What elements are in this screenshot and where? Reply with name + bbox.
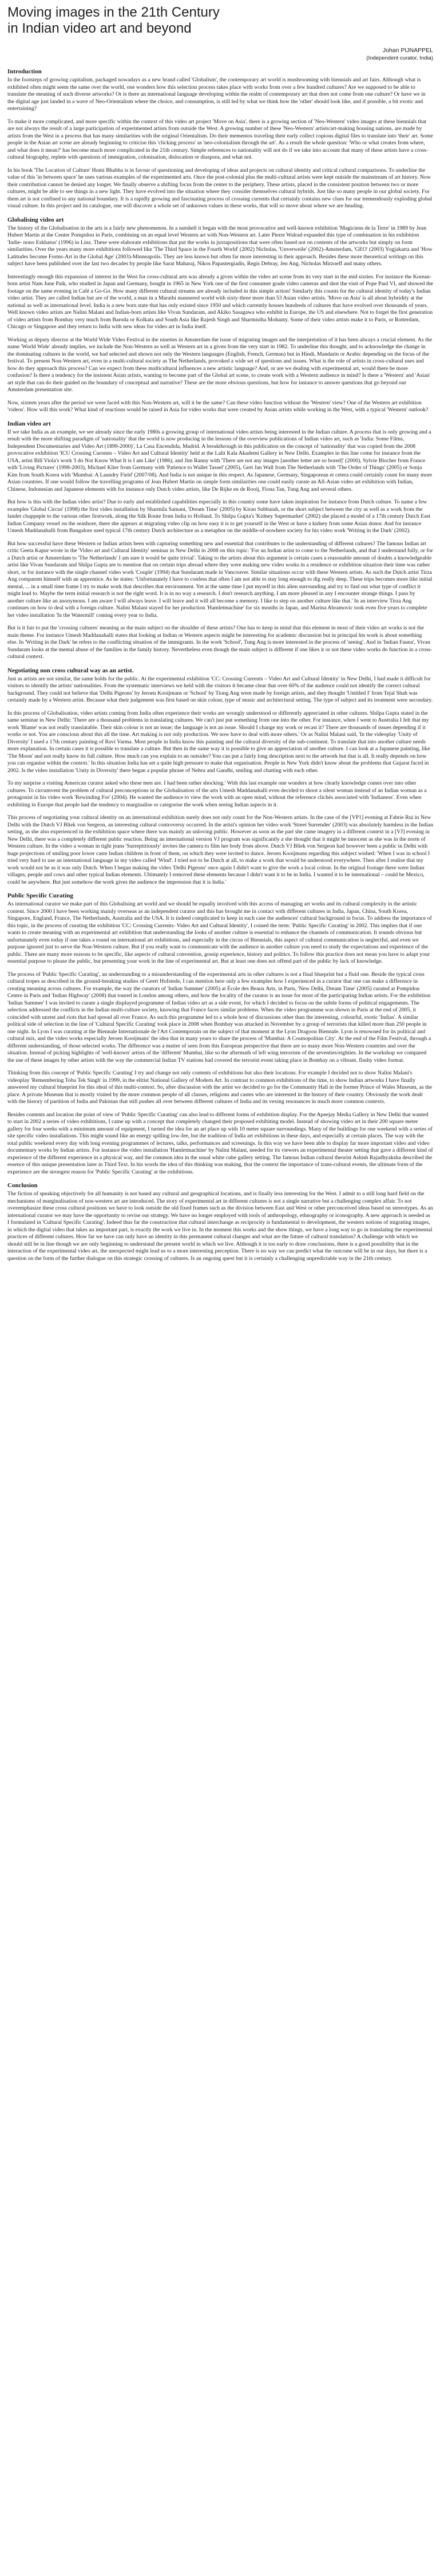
body-paragraph: In this process of Globalisation, video artists coming from India often experience their works are wrongly understood or differently appreciated in other cultures. Shilpa Gupta stated in the same seminar in New Delhi: 'There are a thousand problems in translating cultures. We can't just put something from one into the other. For instance, when I went to Australia I felt that my work 'Blame' was not really translatable. Their skin colour is not an issue; the language is not an issue. Should I change my work or recast it? There are thousands of issues depending if it works or not. You are conscious about this all the time. Art making is not only production. We now have to deal with more others.' Or as Nalini Malani said, 'In the videoplay 'Unity of Diversity' I used a 17th century painting of Ravi Varma. Most people in India know this painting and the cultural diversity of the sub-continent. To translate that into another culture needs more explanation. In certain cases it is possible to translate a culture. But then in the same way it is possible to give an appreciation of another culture. I can look at a Japanese painting, like 'The Moon' and not really know its full culture. How much can you explain to an outsider? You can put a fairly long description next to the artwork but that is all. It really depends on how you can organise within the context.' In this situation India has set a quite high pressure to make that organisation. People in New York didn't know about the problems that Gujarat faced in 2002. Is the video installation 'Unity in Diversity' there began a popular phrase of Nehru and Gandhi, smiling and chatting with each other. <box>7 710 430 774</box>
section <box>7 216 433 331</box>
body-paragraph: Interestingly enough this expansion of interest in the West for cross-cultural arts was already a given within the video art scene from its very start in the mid sixties. For instance the Korean-born artist Nam June Paik, who studied in Japan and Germany, bought in 1965 in New York one of the first consumer grade video cameras and shot the visit of Pope Paul VI, and showed the footage on the same evening in Café a Go-Go. How many different cultural streams are already included in this simple action! Similarly this counts for the cultural identity of today's Indian video artist. They are called Indian but are of the world, a man in a Marathi mannered world with sixty-three more than 53 Asian video artists. 'Move on Asia' is all about hybridity at the national as well as international level. India is a new born state that has only existed since 1950 and which currently houses hundreds of cultures that have evolved over thousands of years. Well known video artists are Nalini Malani and Indian-born artists like Vivan Sundaram, and Akiko Sasagawa who exhibit in Europe, the US and elsewhere. Not to forget the first generation of video artists from Bombay very much from Baroda or Kolkata and South Asia like Rajesh Singh and Sharmistha Mohanty. Some of their video artists make it to Paris, or Rotterdam, Chicago or Singapore and they return to India with new ideas for video art in India itself. <box>7 273 433 330</box>
section-heading: Indian video art <box>7 420 51 427</box>
document-title-line-1: Moving images in the 21th Century <box>7 5 220 20</box>
body-paragraph: As international curator we make part of this Globalising art world and we should be equally involved with this access of managing art works and its cultural complexity in the artistic content. Since 2000 I have been working mainly overseas as an independent curator and this has brought me in contact with different cultures in India, Japan, China, South Korea, Singapore, England, France, The Netherlands, Australia and the USA. It is indeed complicated to keep in each case the audiences' cultural background in focus. To address the importance of this topic, in the process of curating the exhibition 'CC: Crossing Currents- Video Art and Cultural Identity', I coined the term: 'Public Specific Curating' in 2002. This implies that if one wants to create meaning with an experimental art exhibition that understanding the looks of another culture is essential to enhance the channels of communication. It sounds obvious but unfortunately even today if one takes a round on international art exhibitions, and especially in the circus of Biennials, this aspect of cultural communication is neglectful, and even we purpose ignored just to serve the Non-Western culture. But if you really want to communicate with the audience in another culture you need to study the expectations and experience of the public. There are many more reasons to be specific, like aspects of cultural convention, gossip experience, history and politics. To follow this practice does not mean you have to adapt your essential purpose to please the public, but presenting your work in the line of experimental art. But at least one does not offend part of the public by lack of knowledge. <box>7 901 432 964</box>
section-heading: Globalising video art <box>7 216 64 223</box>
article-body <box>7 68 433 1262</box>
body-paragraph: To make it more complicated, and more specific within the context of this video art project 'Move on Asia', there is a growing section of 'Neo-Western' video images at these biennials that are not always the result of a large participation of experimented artists from outside the West. A growing number of these 'Neo-Western' artists/art-making housing nations, are made by artists from the West in a process that has many similarities with the original Orientalism. Do their mementos traveling their early collect copious digital files to translate into 'their' art. Some people in the Asian art scene are already beginning to criticise this 'clicking process' as 'neo-colonialism through the art'. As a result the whole question: 'Who or what creates from where, and what does it mean?' has become much more complicated in the 21th century. Simple references to nationality will not do if we take into account that many of these artists have a cross-cultural biography, replete with questions of immigration, colonisation, dislocation or diaspora, and what not. <box>7 118 433 160</box>
body-paragraph: But is it fair to put the 'crossing cultures' meaning as the main subject on the shoulder of these artists? One has to keep in mind that this element in most of their video art works is not the main theme. For instance Umesh Maddanahalli states that looking at Indian or Western aspects might be interesting for academic discussion but in principal his work is about something else. In 'Writing in the Dark' he refers to the conflicting situation of the immigrants. In the work 'School', Tung Ang is more interested in the process of 'seeing'. And in 'Indian Fauna', Vivan Sundaram looks at the mental abuse of the families in the family history. Nevertheless even though the main subject is different if one likes it or not these video works do function in a cross-cultural context. <box>7 625 433 660</box>
section <box>7 337 433 414</box>
document-title-line-2: in Indian video art and beyond <box>7 21 192 36</box>
body-paragraph: In his book 'The Location of Culture' Homi Bhabha is in favour of questioning and developing of ideas and projects on cultural identity and critical cultural comparisons. To underline the value of this 'in between space' he uses various examples of the experimented arts. Once the post-colonial plus the multi-cultural artists were kept outside the mainstream of art history. Now their contribution cannot be denied any longer. We finally observe a shifting focus from the center to the periphery. These artists, placed in the consistent position between two or more cultures, might be able to see things in a new light. They have evolved into the situation where they consider themselves cultural hybrids. Just like so many people in our global society. For them art is not confined to any national boundary. It is a rapidly growing and fascinating process of crossing currents that certainly contains new clues for our tremendously exploding global visual culture. In this project and its catalogue, one will discover a whole set of unknown values in these works, that will so move about where we are heading. <box>7 167 433 209</box>
document-title <box>7 5 433 37</box>
body-paragraph: In the footsteps of growing capitalism, packaged nowadays as a new brand called 'Globalism', the contemporary art world is mushrooming with biennials and art fairs. Although what is exhibited often might seem the same over the world, one wonders how this selection process takes place with works from over a few hundred cultures? Are we supposed to be able to translate the meaning of such diverse artworks? Or is there an international language developing within the realm of contemporary art that does not come from one culture? Or have we in the digital age just landed in a wave of Neo-Orientalism where the choice, and consumption, is still led by what we think how the 'other' should look like, and if possible, a bit exotic and entertaining? <box>7 77 426 112</box>
section-heading: Public Specific Curating <box>7 892 73 899</box>
section-heading: Conclusion <box>7 1182 38 1189</box>
body-paragraph: The fiction of speaking objectively for all humanity is not based any cultural and geographical locations, and is finally less interesting for the West. I admit to a still long hard field on the mechanisms of marginalisation of non-western art are introduced. The story of experimental art in different cultures is not a single narrative but a challenging complex affair. To not overemphasize these cross cultural positions we have to look outside the old fixed frames such as the division between East and West or other preconceived ideas based on stereotypes. As an international curator we may have the opportunity to revise our strategy. We have no longer employed with tools of anthropology, ethnography or iconography. A new approach is needed as I formulated in 'Cultural Specific Curating'. Indeed thus far the construction that cultural interchange as reciprocity is fundamental to development, the western notions of migrating images, in which the digital video that takes an important part, is exactly the work we live in. In the moment this works and the show things, we have a long way to go in translating the experimental practices of different cultures. How far we have can only have an identity in this permanent cultural changes and what are the future of cultural translation? A challenge with which we should still be in line though we are only beginning to understand the present world in which we live. Although it is too early to draw conclusions, there is a good possibility that in the interaction of the experimental video art, the unexpected might lead us to a more interesting perception. There is no way we can predict what the outcome will be in our days, but there is a question on the form of the further dialogue on this strategic crossing of cultures. Is an ongoing quest but it is certainly a challenging unpredictable way in the 21th century. <box>7 1191 433 1262</box>
section-heading: Negotiating non cross cultural way as an artist. <box>7 667 134 674</box>
section <box>7 68 433 210</box>
section <box>7 667 433 887</box>
body-paragraph: This process of negotiating your cultural identity on an international exhibition surely does not only count for the Non-Western artists. In the case of the [VP1] evening at Fabrie Rui in New Delhi with the Dutch VJ Bliek von Sergeon, an interesting cultural controversy occurred. In the artist's opinion her video work 'Street Surrender' (2003) was absolutely harmless in the Indian setting, as she also experienced in the exhibition space where there was mainly an unloving public. However as soon as the part she came imagery in a different context in a [VJ] evening in New Delhi, there was a completely different public reaction. Being an international version VJ program was significantly a she thought that it might be innocent as she was in the norm of Western culture. In the video a woman in tight jeans 'Surreptitiously' invites the camera to film her body from above. Dutch VJ Bliek von Sergeon had however been a public in Delhi with huge projections of smiling poor lower caste Indian children in front of them, on which they were invited to dance. Jeroen Kooijmans regarding this subject wished: 'When I was in school I tried very hard to use an international language in my video called 'Wind'. I tried not to be Dutch at all, to make a work that would be understood everywhere. Then after I realise that my work would not be as it was only Dutch. When I began making the video 'Delhi Pigeons' once again I didn't want to give the work a local colour. In the original footage there were Indian villages, people and cows and other typical Indian elements. Ultimately I removed these elements because I didn't want it to be in India. I wanted it to be international – could be Mexico, could be anywhere. But just somehow the work gives the audience the impression that it is India.' <box>7 814 433 885</box>
author-block <box>7 47 433 62</box>
section-heading: Introduction <box>7 68 42 75</box>
body-paragraph: The process of 'Public Specific Curating', an understanding or a misunderstanding of the experimental arts in other cultures is not a final blueprint but a fluid one. Beside the typical cross cultural tropes as described in the ground-breaking studies of Geert Hofstede, I can mention here only a few examples how I experienced in a curator that one can make a difference in creating meaning across cultures. For example, the way the curators of 'Indian Summer' (2005) at École des Beaux Arts, in Paris, 'New Delhi, Dream Time' (2005) curated at Pompidou Centre in Paris and 'Indian Highway' (2008) that toured in London among others, and how the locality of the curator is an issue for most of the participating Indian artists. For the exhibition 'Indian Summer' I was invited to curate a single displayed programme of Indian video art as a side event, for which I decided to focus on the subtle forms of political engagements. The selection addressed the conflicts in the Indian multi-culture society, knowing that France faces similar problems. When the video programme was shown in Paris at the end of 2005, it coincided with unrest and riots that had spread all over France. As such this programme led to a whole host of discussions other than the interesting, colourful, exotic 'Indias'. A similar political side of selection in the line of 'Cultural Specific Curating' took place in 2008 when Bombay was attacked in November by a group of terrorists that killed more than 250 people in one night. In Lyon I was curating at the Biennale Internationale de l'Art Contemporain on the subject of that moment at the Lyon Dragoon Biennale. Lyon is renowned for its political and cultural mix, and the video works especially Jeroen Kooijmans' the idea that in many years to share the process of 'Mumbai: A Cosmopolitan City'. At the end of the Film Festival, through a different understanding, of those selected works. The difference was a matter of seen from this European perspective that there are so many more Non-Western countries and over the situation. Instead of picking highlights of 'well-known' artists of the 'different' Mumbai, like so the aftermath of left wing terrorism of the seventies/eighties. In the workshop we compared the use of these images by other artists with the way the commercial Indian TV stations had covered the terrorist event taking place in Bombay on a vibrant, flashy video format. <box>7 971 431 1064</box>
section <box>7 1182 433 1262</box>
body-paragraph: Now, sixteen years after the period we were faced with this Non-Western art, will it be the same? Can these video function without the 'Western' view? One of the Western art exhibition 'videos'. How will this work? What kind of reactions would be raised in Asia for video works that were created by Asian artists while working in the West, with a typical 'Western' outlook? <box>7 399 429 413</box>
body-paragraph: Working as deputy director at the World Wide Video Festival in the nineties in Amsterdam the issue of migrating images and the interpretation of it has been always a crucial element. As the name 'World Wide' already implies, we include the Non-Western as well as Western art in a given from the very start in 1982. To underline this thought, and to acknowledge the change in the dominating cultures in the world, we had selected and shown not only the Western languages (English, French, German) but in Hindi, Mandarin or Arabic depending on the focus of the festival. To present Non-Western art, even in a multi-cultural society as The Netherlands, provoked a wide set of questions and issues. What is the role of artists in cross-cultural uses and how do they approach this process? Can we expect from these multicultural influences a new artistic language? And, or are we dealing with experimental art, would there be more confusion? Is there a tendency for the insistent Asian artists, wanting to become part of the Global art scene, to create work with a Western audience in mind? Is there a 'Western' and 'Asian' art style that can do their guided on the boundary of conceptual and narrative? These are the more obvious questions, but how for instance to answer questions that go beyond our Amsterdam presentation site. <box>7 336 433 393</box>
section <box>7 892 433 1176</box>
body-paragraph: The history of the Globalisation in the arts is a fairly new phenomenon. In a nutshell it began with the most provocative and well-known exhibition 'Magiciens de la Terre' in 1989 by Jean Hubert Martin at the Center Pompidou in Paris, combining on an equal level Western art with Non-Western art. Later Pierre Walrad expanded this type of combination in his exhibition 'Indie- nono Eskhatus' (1996) in Linz. These were elaborate exhibitions that put the works in juxtapositions that were often based not on contents of the artworks but simply on form similarities. Over the years many more exhibitions followed like 'The Third Space in the Fourth World' (2002) Nicholas, 'Unverweile' (2002)-Amsterdam, 'GEO' (2003) Yogjakarta and 'How Latitudes become Forms-Art in the Global Age' (2003)-Minneapolis. They are less known but often far more interesting in their approach. Besides these more theoretical writings on this subject have been published over the last two decades by people like Sarat Maharaj, Nikos Papastergiadis, Regis Debray, Jen Ang, Nicholas Mirzoeff and many others. <box>7 224 433 267</box>
body-paragraph: But how is this with the Indian video artist? Due to early and established capabilities especially in this country some have taken inspiration for instance from Dutch culture. To name a few examples 'Global Circus' (1998) the first video installation by Sharmila Samant, 'Dream Time' (2005) by Kiran Subbaiah, or the short subject between the city as well as a work from the lander chappeple to the various other firstwork, along the Silk Route from India to Holland. To Shilpa Gupta's 'Kidney Supermarket' (2002) she placed a model of a 17th century Dutch East Indian Company vessel on the seashore, there she appears at migrating video clip on how easy it is to get yourself in the West or have a kidney from some Asian donor. And for instance Umesh Maddanahalli from Bangalore used typical 17th century Dutch architecture as a metaphor on the middle-of-nowhere society for his video work 'Writing in the Dark' (2002). <box>7 499 431 534</box>
body-paragraph: Thinking from this concept of 'Public Specific Curating' I try and change not only contents of exhibitions but also their locations. For example I decided not to show Nalini Malani's videoplay 'Remembering Toba Tek Singh' in 1999, in the elitist National Gallery of Modern Art. In contrast to common exhibitions of the time, to show Indian artworks I have finally answered my cultural blueprint for this ideal of this multi-context. So, after discussion with the artist we decided to go for the Community Hall in the former Prince of Wales Museum, as the place. A private Museum that is mostly visited by the more common people of all classes, religions and castes who are interested in the history of their country. Obviously the work dealt with the history of partition of India and Pakistan that still pushes all over between different cultures of India and its vexing resonances in much more common contexts. <box>7 1070 433 1105</box>
author-affiliation: (Independent curator, India) <box>366 55 433 61</box>
body-paragraph: Just as artists are not similar, the same holds for the public. At the experimental exhibition 'CC: Crossing Currents – Video Art and Cultural Identity' in New Delhi, I had made it difficult for visitors to identify the artists' nationalities. From the systematic interviews we held with the visitors it became clear that over 60% of the audience could not identify the correct cultural background. They could not believe that 'Delhi Pigeons' by Jeroen Kooijmans or 'School' by Tiong Ang were made by foreign artists, and they thought 'Untitled I' from Tejal Shah was certainly made by a Western artist. Because what their judgement was first based on skin colour, type of music and architectural setting. The type of subject and its treatment were secondary. <box>7 675 433 703</box>
body-paragraph: But how successful have these Western or Indian artists been with capturing something new and essential that contributes to the understanding of different cultures? The famous Indian art critic Geeta Kapur wrote in the 'Video art and Cultural Identity' seminar in New Delhi in 2008 on this topic: 'For an Indian artist to come to the Netherlands, and that I understand fully, or for a Dutch artist or Amsterdam to 'The Netherlands' I am sure it would be quite trivial'. Taking to the artists about this argument is certain cases a reasonable amount of doubts a knowledgeable artist like Vivan Sundaram and Shilpa Gupta are to mention that on certain trips abroad where they were making new video works in a residence or exhibition situation their time was rather short, or for instance with the single channel video work 'Couple' (1994) that Sundaram made in Vancouver. Similar situations occur with these Western artists. As such the Dutch artist Tirza Ang comparem himself with an apprentice. As he states: 'Unfortunately I have to confess that often I am not able to stay long enough to dig really deep. These trips becomes more like initial mental, ... in a small time frame I try to make work that describes that environment. Yet at the same time I put myself in this alien surrounding and try to find out what type of conflict it might lead to. Maybe the term initial research is not the right word. It is in no way a research. I don't research anything. I am more pleased in any I encounter strange things. I pass by another culture like an anonymous. I am aware I will always leave. I will leave and it will all become a memory. I like to step on another culture like that.' In an interview Tirza Ang continues on how to deal with a foreign culture. Nalini Malani stayed for her production 'Hamletmachine' for six months in Japan, and Marina Abramovic took even five years to complete her video installation 'In the Watermill' coming every year to India. <box>7 540 433 619</box>
body-paragraph: To my surprise a visiting American curator asked who these men are. I had been rather shocking.' With this last example one wonders at how clearly knowledge comes over into other cultures. To circumvent the problem of cultural preconceptions in the Globalisation of the arts Umesh Maddanahalli even decided to shoot a silent woman instead of an Indian woman as a protagonist in his video work 'Rewinding For' (2004). He wanted the audience to view the work with an open mind, without the reference clichés associated with 'Indianess'. Even when exhibiting in Europe that people had the tendency to marginalise or categorise the work when seeing Indian aspects in it. <box>7 780 427 808</box>
body-paragraph: Besides contents and location the point of view of 'Public Specific Curating' can also lead to different forms of exhibition display. For the Apeejay Media Gallery in New Delhi that wanted to start in 2002 a series of video exhibitions, I came up with a concept that completely changed their proposed exhibiting model. Instead of showing video art in their 200 square meter gallery for four weeks with a minimum amount of equipment, I turned the idea for an art place up with 10 meter square surroundings. Many of the buildings for one weekend with a series of site specific video installations. This might sound like an energy spilling low-fee, but the tradition of India art exhibitions in these days, and especially at certain places. The way with the total public weekend every day with long evening programmes of lectures, talks, performances and screenings. In this way we have been able to display far more important video and video documentary works by Indian artists. For instance the video installation 'Hamletmachine' by Nalini Malani, needed for its viewers an experimental theater setting that gave a different kind of experience of the different experience in a physical way, and the common idea in the usual white cube gallery setting. The famous Indian cultural theorist Ashish Rajadhyaksha described the essence of this unique presentation later in Third Text. In his words the idea of this thinking was making, that the context the importance of trans-cultural events, the ultimate form of the experience are the strongest reason for 'Public Specific Curating' at the exhibitions. <box>7 1111 433 1175</box>
author-name: Johan PIJNAPPEL <box>382 47 433 54</box>
body-paragraph: If we take India as an example, we see already since the early 1980s a growing group of international video artists being interested in the Indian culture. A process that is only growing and a result with the more shifting paradigm of 'nationality' that the world is now producing in the lessons of the overview publications of Indian video art, such as 'India: Some Films, Independent Documentaries and Video Art (1899-2000)', La Casa Encendida, Madrid. A breakthrough in this publication on the concept of 'nationality' that was copied from the 2008 provocative exhibition 'ICU Crossing Currents – Video Art and Cultural Identity' held at the Lalit Kala Akademi Gallery in New Delhi. Examples in this line come for instance from the USA, artist Bill Viola's work 'I do Not Know What It is I am Like' (1986), and Jim Ranny with 'There are not any images [another letter are so bored]' (2000), Sylvie Blocher from France with 'Living Pictures' (1998-2003), Michael Klier from Germany with 'Patience to Wallet Tassel' (2005), Gert Jan Wall from The Netherlands with 'The Order of Things' (2005) or Sonja Kim from South Korea with 'Mumbai: A Laundry Field' (2007/08). And India is not unique in this respect. As Japanese, Germany, Singaporean et cetera could certainly count for many more Asian countries. If one would follow the travelling programs of Jean Hubert Martin on simple form similarities one could easily curate an All-Asian video art exhibition with Indian, Chinese, Indonesian and Japanese elements with for instance only Dutch video artists, like De Rijke en de Rooij, Fiona Tan, Tung Ang and several others. <box>7 428 433 493</box>
section <box>7 420 433 661</box>
